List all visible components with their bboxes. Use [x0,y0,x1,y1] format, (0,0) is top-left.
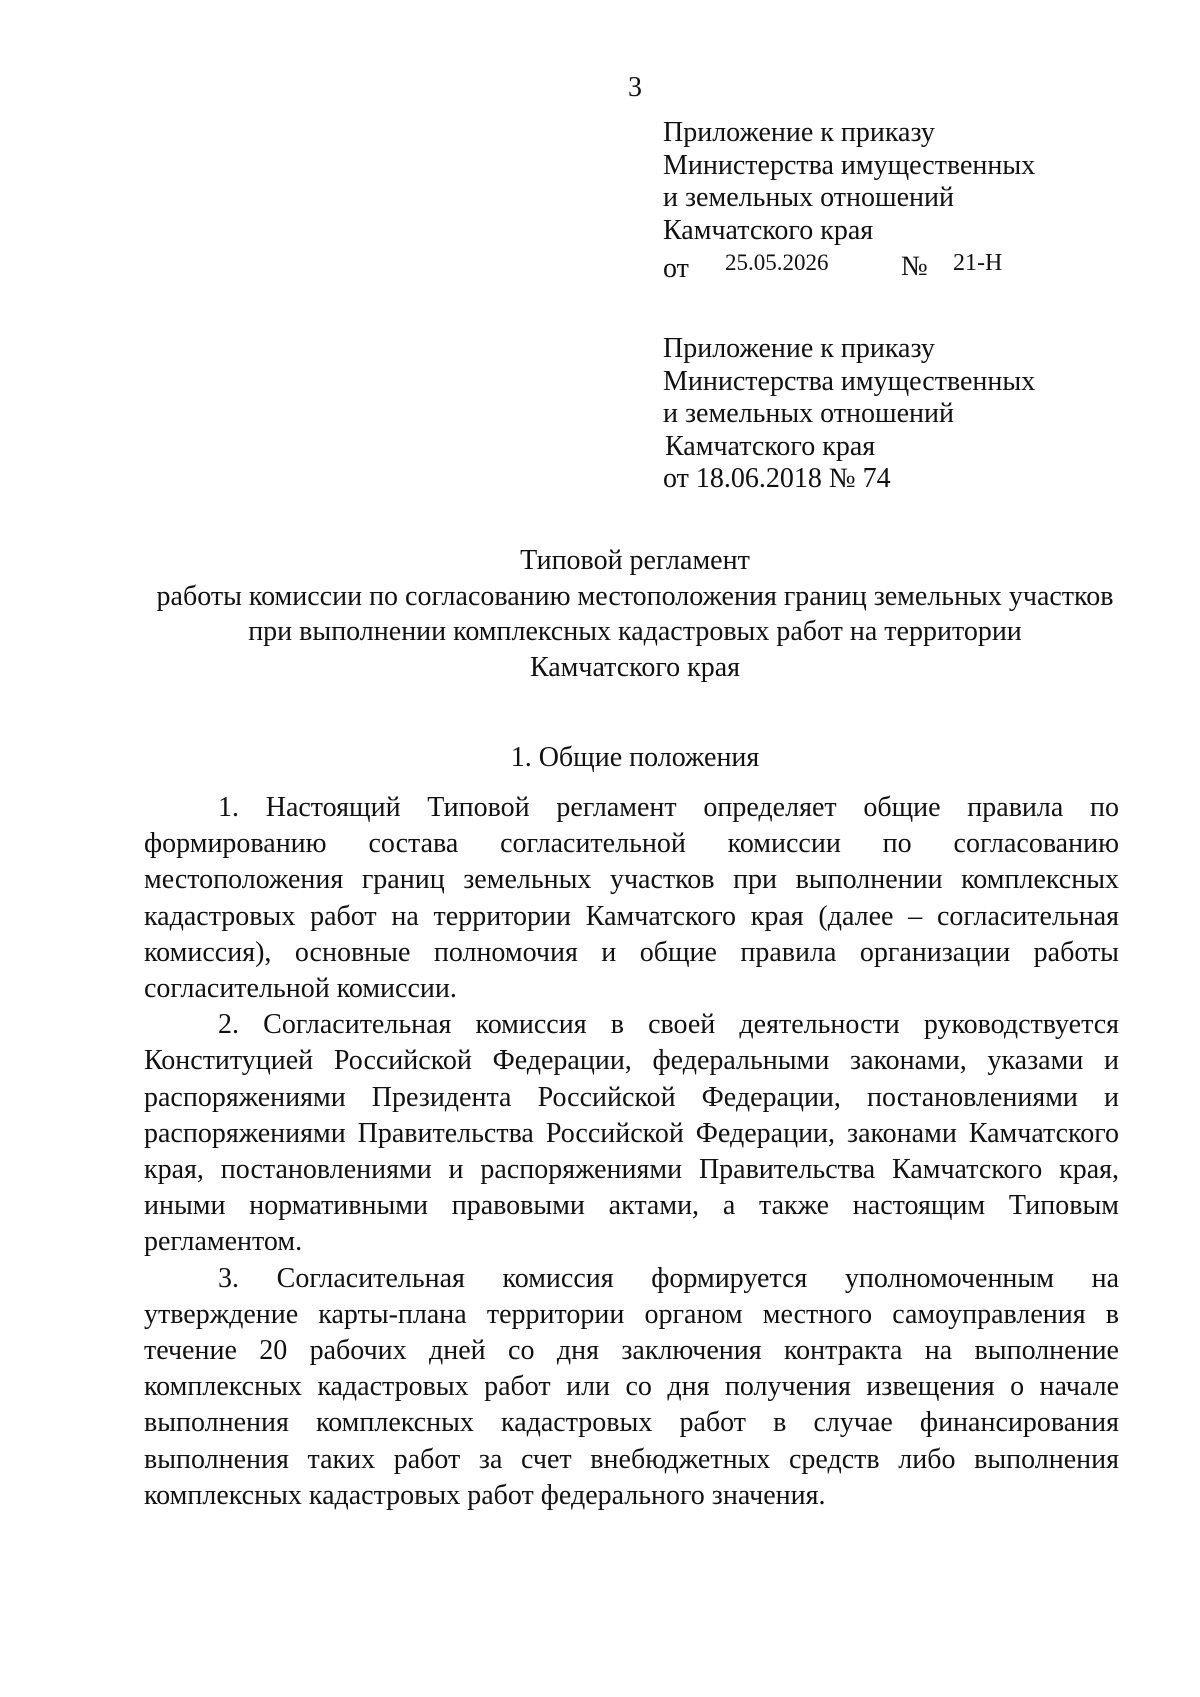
document-title [0,543,1200,685]
attachment-line: Камчатского края [665,430,876,462]
paragraph-number: 3. [218,1262,239,1294]
title-line: Камчатского края [529,651,741,683]
page-number: 3 [628,72,642,103]
paragraph-text: Согласительная комиссия формируется уполномоченным на утверждение карты-плана территории органом местного самоуправления в течение 20 рабочих дней со дня заключения контракта на выполнение комплексных кадастровых работ или со дня получения извещения о начале выполнения комплексных кадастровых работ в случае финансирования выполнения таких работ за счет внебюджетных средств либо выполнения комплексных кадастровых работ федерального значения. [144,1262,1120,1511]
paragraph-text: Настоящий Типовой регламент определяет общие правила по формированию состава согласительной комиссии по согласованию местоположения границ земельных участков при выполнении комплексных кадастровых работ на территории Камчатского края (далее – согласительная комиссия), основные полномочия и общие правила организации работы согласительной комиссии. [144,792,1120,1005]
section-heading: 1. Общие положения [510,742,760,773]
attachment-line: и земельных отношений [663,398,954,429]
paragraph [144,1007,1119,1260]
title-line: работы комиссии по согласованию местоположения границ земельных участков [156,580,1114,612]
attachment-line: от 18.06.2018 № 74 [663,463,891,494]
paragraph-number: 2. [218,1009,239,1041]
order-date-number [663,247,1143,283]
attachment-block-original [663,333,1143,496]
attachment-line: Камчатского края [663,214,874,246]
paragraph-number: 1. [218,792,239,823]
paragraph-text: Согласительная комиссия в своей деятельности руководствуется Конституцией Российской Федерации, федеральными законами, указами и распоряжениями Президента Российской Федерации, постановлениями и распоряжениями Правительства Российской Федерации, законами Камчатского края, постановлениями и распоряжениями Правительства Камчатского края, иными нормативными правовыми актами, а также настоящим Типовым регламентом. [144,1009,1119,1258]
order-number: 21-Н [953,250,1003,276]
paragraph [144,1261,1119,1514]
date-prefix: от [663,253,689,284]
paragraph [144,790,1119,1007]
order-date: 25.05.2026 [725,250,829,275]
attachment-line: Министерства имущественных [663,149,1036,181]
attachment-block-current [663,117,1143,283]
attachment-line: Приложение к приказу [663,333,935,364]
title-line: при выполнении комплексных кадастровых работ на территории [248,616,1022,647]
document-body [144,790,1119,1514]
attachment-line: Приложение к приказу [663,117,935,148]
attachment-line: Министерства имущественных [663,365,1036,397]
number-sign: № [901,251,928,282]
title-line: Типовой регламент [520,545,750,576]
attachment-line: и земельных отношений [663,182,954,213]
